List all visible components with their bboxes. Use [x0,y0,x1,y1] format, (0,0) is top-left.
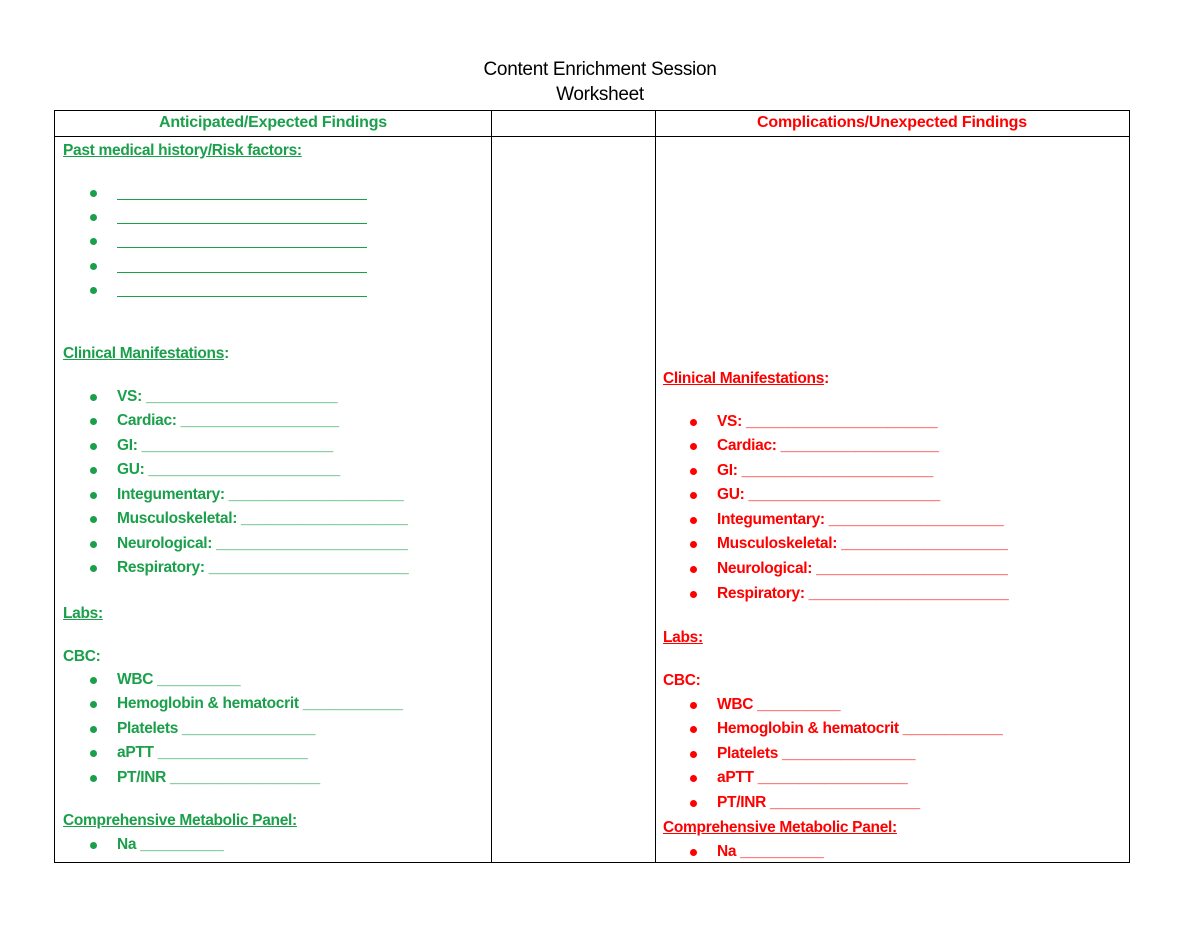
cmp-heading-text: Comprehensive Metabolic Panel: [63,812,297,829]
cmp-heading [663,819,897,837]
cbc-label: CBC: [63,648,101,665]
bullet-icon [690,517,697,524]
bullet-icon [90,677,97,684]
bullet-icon [690,492,697,499]
labs-heading [63,605,103,623]
blank-line[interactable] [117,296,367,297]
clinical-item-text: Neurological: _______________________ [117,535,408,552]
bullet-icon [690,726,697,733]
clinical-heading-colon: : [224,345,229,362]
cbc-item-text: Hemoglobin & hematocrit ____________ [117,695,403,712]
bullet-icon [690,751,697,758]
clinical-item-text: VS: _______________________ [117,388,338,405]
clinical-item-text: Musculoskeletal: ____________________ [717,535,1008,552]
cbc-item-text: Platelets ________________ [117,720,316,737]
bullet-icon [90,418,97,425]
clinical-heading-text: Clinical Manifestations [663,370,825,387]
clinical-item-text: VS: _______________________ [717,413,938,430]
bullet-icon [690,800,697,807]
bullet-icon [690,702,697,709]
cbc-item-text: PT/INR __________________ [717,794,920,811]
header-middle [491,114,655,136]
clinical-item-text: Cardiac: ___________________ [717,437,939,454]
bullet-icon [90,541,97,548]
blank-line[interactable] [117,272,367,273]
bullet-icon [90,750,97,757]
clinical-item-text: GU: _______________________ [117,461,340,478]
bullet-icon [90,190,97,197]
clinical-item-text: Integumentary: _____________________ [117,486,404,503]
cbc-item-text: aPTT __________________ [117,744,308,761]
cbc-item-text: Hemoglobin & hematocrit ____________ [717,720,1003,737]
bullet-icon [90,263,97,270]
bullet-icon [90,443,97,450]
cbc-item-text: aPTT __________________ [717,769,908,786]
bullet-icon [690,591,697,598]
unexpected-findings-column [663,111,1127,861]
clinical-item-text: Cardiac: ___________________ [117,412,339,429]
clinical-item-text: GU: _______________________ [717,486,940,503]
page-subtitle: Worksheet [556,84,644,105]
cbc-item-text: WBC __________ [117,671,241,688]
bullet-icon [690,443,697,450]
bullet-icon [90,238,97,245]
clinical-item-text: GI: _______________________ [117,437,333,454]
bullet-icon [90,287,97,294]
bullet-icon [90,516,97,523]
clinical-item-text: Respiratory: ________________________ [117,559,409,576]
blank-line[interactable] [117,199,367,200]
clinical-item-text: Neurological: _______________________ [717,560,1008,577]
cbc-label: CBC: [663,672,701,689]
bullet-icon [90,726,97,733]
cmp-item-text: Na __________ [717,843,824,860]
bullet-icon [690,566,697,573]
worksheet-table [54,110,1130,863]
header-expected-findings: Anticipated/Expected Findings [158,114,387,131]
cbc-item-text: PT/INR __________________ [117,769,320,786]
expected-findings-column [63,111,489,861]
clinical-heading [663,370,829,388]
bullet-icon [90,394,97,401]
clinical-heading [63,345,229,363]
bullet-icon [90,492,97,499]
page-title: Content Enrichment Session [483,59,717,80]
bullet-icon [90,467,97,474]
clinical-item-text: Respiratory: ________________________ [717,585,1009,602]
column-divider-1 [491,111,492,862]
labs-heading [663,629,703,647]
cbc-item-text: Platelets ________________ [717,745,916,762]
bullet-icon [690,468,697,475]
clinical-item-text: GI: _______________________ [717,462,933,479]
blank-line[interactable] [117,223,367,224]
blank-line[interactable] [117,247,367,248]
cmp-item-text: Na __________ [117,836,224,853]
clinical-heading-text: Clinical Manifestations [63,345,225,362]
labs-heading-text: Labs: [663,629,703,646]
bullet-icon [690,419,697,426]
cbc-item-text: WBC __________ [717,696,841,713]
bullet-icon [690,849,697,856]
bullet-icon [90,701,97,708]
past-history-heading-text: Past medical history/Risk factors: [63,142,302,159]
column-divider-2 [655,111,656,862]
cmp-heading-text: Comprehensive Metabolic Panel: [663,819,897,836]
clinical-item-text: Musculoskeletal: ____________________ [117,510,408,527]
clinical-heading-colon: : [824,370,829,387]
bullet-icon [90,775,97,782]
bullet-icon [690,775,697,782]
labs-heading-text: Labs: [63,605,103,622]
header-unexpected-findings: Complications/Unexpected Findings [757,114,1027,131]
bullet-icon [90,842,97,849]
clinical-item-text: Integumentary: _____________________ [717,511,1004,528]
bullet-icon [90,214,97,221]
past-history-heading [63,142,302,160]
bullet-icon [690,541,697,548]
bullet-icon [90,565,97,572]
cmp-heading [63,812,297,830]
